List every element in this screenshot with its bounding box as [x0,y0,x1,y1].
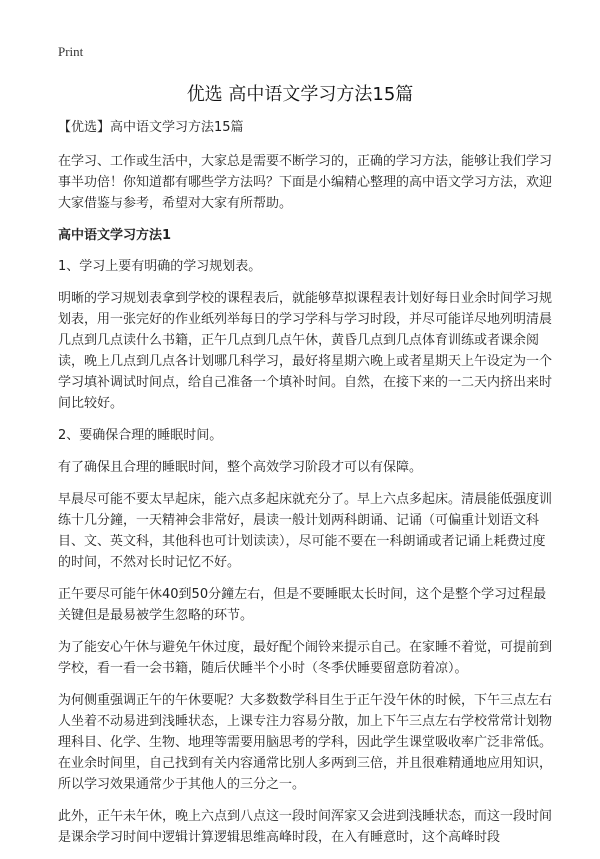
paragraph: 明晰的学习规划表拿到学校的课程表后，就能够草拟课程表计划好每日业余时间学习规划表，用一张完好的作业纸列举每日的学习学科与学习时段，并尽可能详尽地列明清晨几点到几点读什么书籍，正午几点到几点午休，黄昏几点到几点体育训练或者课余阅读，晚上几点到几点各计划哪几科学习，最好将星期六晚上或者星期天上午设定为一个学习填补调试时间点，给自己准备一个填补时间。自然，在接下来的一二天内挤出来时间比较好。 [58,291,553,411]
paragraph: 1、学习上要有明确的学习规划表。 [58,259,262,274]
paragraph: 2、要确保合理的睡眠时间。 [58,428,223,443]
paragraph: 为了能安心午休与避免午休过度，最好配个闹铃来提示自己。在家睡不着觉，可提前到学校，看一看一会书籍，随后伏睡半个小时（冬季伏睡要留意防着凉）。 [58,640,553,676]
paragraph: 有了确保且合理的睡眠时间，整个高效学习阶段才可以有保障。 [58,460,423,475]
section-heading: 高中语文学习方法1 [58,228,172,243]
paragraph: 正午要尽可能午休40到50分鐘左右，但是不要睡眠太长时间，这个是整个学习过程最关键但是最易被学生忽略的环节。 [58,587,547,623]
article-body [58,117,552,859]
paragraph: 为何侧重强调正午的午休要呢？大多数数学科目生于正午没午休的时候，下午三点左右人坐着不动易进到浅睡状态，上课专注力容易分散，加上下午三点左右学校常常计划物理科目、化学、生物、地理等需要用脑思考的学科，因此学生课堂吸收率广泛非常低。在业余时间里，自己找到有关内容通常比别人多两到三倍，并且很难精通地应用知识，所以学习效果通常少于其他人的三分之一。 [58,693,553,792]
paragraph: 此外，正午未午休，晚上六点到八点这一段时间浑家又会进到浅睡状态，而这一段时间是课余学习时间中逻辑计算逻辑思维高峰时段，在入有睡意时，这个高峰时段 [58,809,553,845]
intro-paragraph: 在学习、工作或生活中，大家总是需要不断学习的，正确的学习方法，能够让我们学习事半功倍！你知道都有哪些学方法吗？下面是小编精心整理的高中语文学习方法，欢迎大家借鉴与参考，希望对大家有所帮助。 [58,154,553,211]
paragraph: 早晨尽可能不要太早起床，能六点多起床就充分了。早上六点多起床。清晨能低强度训练十几分鐘，一天精神会非常好，晨读一般计划两科朗诵、记诵（可偏重计划语文科目、文、英文科，其他科也可计划读读），尽可能不要在一科朗诵或者记诵上耗费过度的时间，不然对长时记忆不好。 [58,492,553,570]
page-title: 优选 高中语文学习方法15篇 [186,84,414,105]
article-subtitle: 【优选】高中语文学习方法15篇 [58,120,244,135]
print-link[interactable]: Print [58,44,84,59]
